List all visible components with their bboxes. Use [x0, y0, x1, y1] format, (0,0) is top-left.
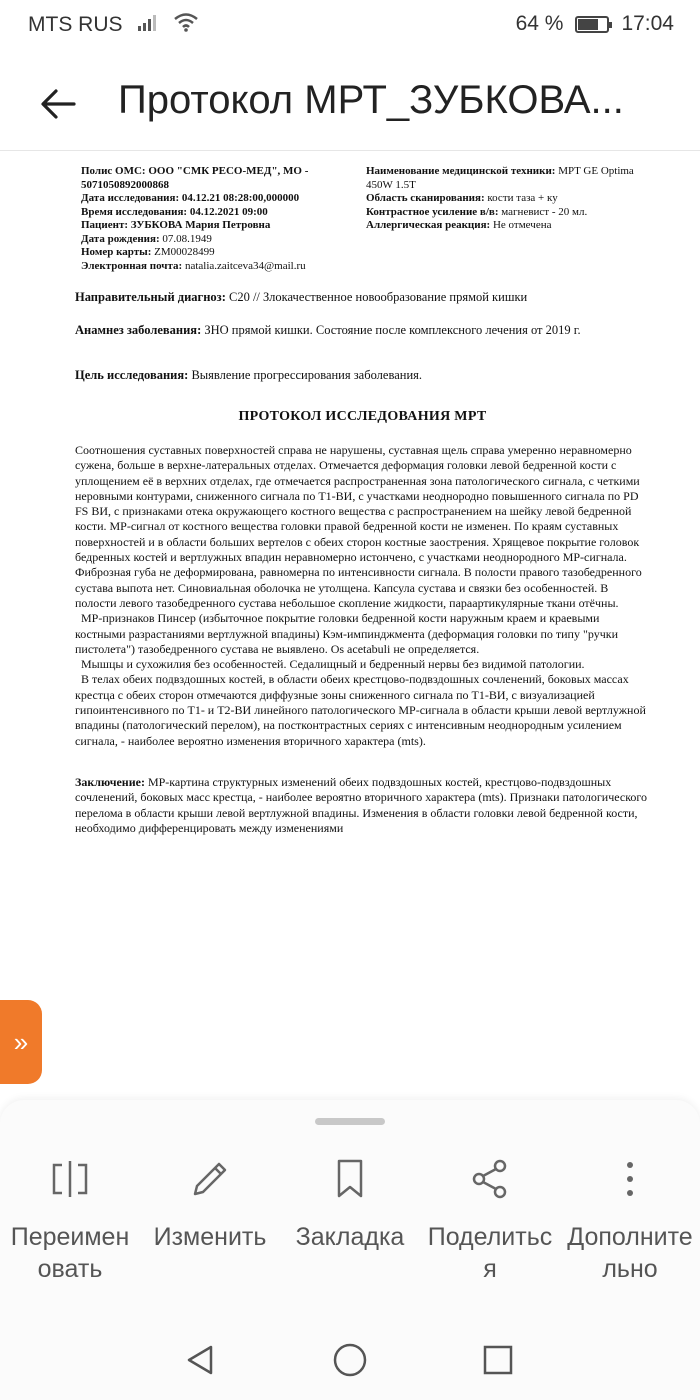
header-field: Наименование медицинской техники: MPT GE Optima 450W 1.5T [366, 165, 634, 191]
arrow-left-icon [40, 88, 76, 120]
battery-percent: 64 % [515, 12, 564, 35]
header-field: Пациент: ЗУБКОВА Мария Петровна [81, 219, 271, 231]
header-field: Электронная почта: natalia.zaitceva34@mail.ru [81, 259, 306, 272]
status-left [28, 12, 199, 38]
pencil-icon [140, 1155, 280, 1203]
signal-icon [137, 13, 159, 37]
header-field: Полис ОМС: ООО "СМК РЕСО-МЕД", МО - 5071050892000868 [81, 165, 309, 191]
more-button[interactable]: Дополнительно [560, 1155, 700, 1285]
carrier-name: MTS RUS [28, 13, 123, 36]
nav-home-button[interactable] [330, 1340, 370, 1380]
side-panel-handle[interactable] [0, 1000, 42, 1084]
share-icon [420, 1155, 560, 1203]
conclusion: Заключение: МР-картина структурных изменений обеих подвздошных костей, крестцово-подвздошных сочленений, боковых масс крестца, - наиболее вероятно вторичного характера (mts). Признаки патологического перелома в области крыши левой вертлужной впадины. Изменения в области головки левой бедренной кости, необходимо дифференцировать между изменениями [75, 774, 648, 835]
bottom-sheet [0, 1100, 700, 1320]
header-left-column [81, 165, 339, 273]
header-field: Дата рождения: 07.08.1949 [81, 232, 212, 245]
protocol-title: ПРОТОКОЛ ИССЛЕДОВАНИЯ МРТ [238, 409, 487, 424]
protocol-body [75, 443, 650, 749]
header-field: Область сканирования: кости таза + ку [366, 192, 558, 204]
referral-diagnosis: Направительный диагноз: C20 // Злокачественное новообразование прямой кишки [75, 290, 528, 304]
protocol-paragraph: Соотношения суставных поверхностей справа не нарушены, суставная щель справа умеренно неравномерно сужена, больше в верхне-латеральных отделах. Отмечается деформация головки левой бедренной кости с уплощением её в верхних отделах, где отмечается распространенная зона патологического сигнала, с четкими неровными контурами, сниженного сигнала по Т1-ВИ, с участками неоднородно повышенного сигнала по PD FS ВИ, с признаками отека окружающего костного вещества с распространением на шейку левой бедренной кости. МР-сигнал от костного вещества головки правой бедренной кости не изменен. По краям суставных поверхностей и в области больших вертелов с обеих сторон костные заострения. Хрящевое покрытие головок бедренных костей и вертлужных впадин неравномерно истончено, с участками неоднородного МР-сигнала. Фиброзная губа не деформирована, равномерна по интенсивности сигнала. В полости правого тазобедренного сустава выпота нет. Синовиальная оболочка не утолщена. Капсула сустава и связки без особенностей. В полости левого тазобедренного сустава небольшое скопление жидкости, параартикулярные ткани отёчны. [75, 443, 642, 610]
nav-back-button[interactable] [180, 1340, 220, 1380]
status-bar [0, 0, 700, 50]
share-button[interactable]: Поделиться [420, 1155, 560, 1285]
protocol-paragraph: Мышцы и сухожилия без особенностей. Седалищный и бедренный нервы без видимой патологии. [81, 657, 585, 672]
more-vertical-icon [560, 1155, 700, 1203]
rename-icon [0, 1155, 140, 1203]
recents-square-icon [481, 1343, 515, 1377]
header-right-column [366, 165, 651, 233]
back-triangle-icon [183, 1343, 217, 1377]
header-field: Номер карты: ZM00028499 [81, 246, 215, 258]
wifi-icon [173, 12, 199, 38]
document-header [75, 165, 650, 280]
sheet-grabber[interactable] [315, 1118, 385, 1125]
home-circle-icon [332, 1342, 368, 1378]
rename-button[interactable]: Переименовать [0, 1155, 140, 1285]
anamnesis: Анамнез заболевания: ЗНО прямой кишки. Состояние после комплексного лечения от 2019 г. [75, 323, 581, 337]
header-field: Дата исследования: 04.12.21 08:28:00,000000 [81, 192, 300, 204]
document-page[interactable] [75, 165, 650, 836]
app-bar [0, 58, 700, 151]
page-title: Протокол МРТ_ЗУБКОВА... [118, 78, 624, 122]
bookmark-icon [280, 1155, 420, 1203]
back-button[interactable] [30, 76, 86, 132]
header-field: Время исследования: 04.12.2021 09:00 [81, 205, 268, 218]
battery-icon [575, 16, 609, 33]
clock: 17:04 [621, 12, 674, 35]
system-nav-bar [0, 1320, 700, 1400]
header-field: Контрастное усиление в/в: магневист - 20 мл. [366, 205, 588, 218]
action-bar [0, 1155, 700, 1285]
study-goal: Цель исследования: Выявление прогрессирования заболевания. [75, 368, 423, 382]
header-field: Аллергическая реакция: Не отмечена [366, 219, 552, 231]
edit-button[interactable]: Изменить [140, 1155, 280, 1285]
bookmark-button[interactable]: Закладка [280, 1155, 420, 1285]
status-right [516, 12, 674, 36]
double-chevron-right-icon: » [13, 1026, 29, 1057]
protocol-paragraph: В телах обеих подвздошных костей, в области обеих крестцово-подвздошных сочленений, боковых массах крестца с обеих сторон отмечаются диффузные зоны сниженного сигнала по Т1-ВИ, с визуализацией гипоинтенсивного по Т1- и Т2-ВИ линейного патологического МР-сигнала в области крыши левой вертлужной впадины (патологический перелом), на постконтрастных сериях с интенсивным неоднородным усилением сигнала, - наиболее вероятно изменения вторичного характера (mts). [75, 672, 646, 748]
protocol-paragraph: МР-признаков Пинсер (избыточное покрытие головки бедренной кости наружным краем и краевыми костными разрастаниями вертлужной впадины) Кэм-импинджмента (деформация головки по типу "ручки пистолета") тазобедренного сустава не выявлено. Os acetabuli не определяется. [75, 611, 618, 656]
nav-recents-button[interactable] [478, 1340, 518, 1380]
